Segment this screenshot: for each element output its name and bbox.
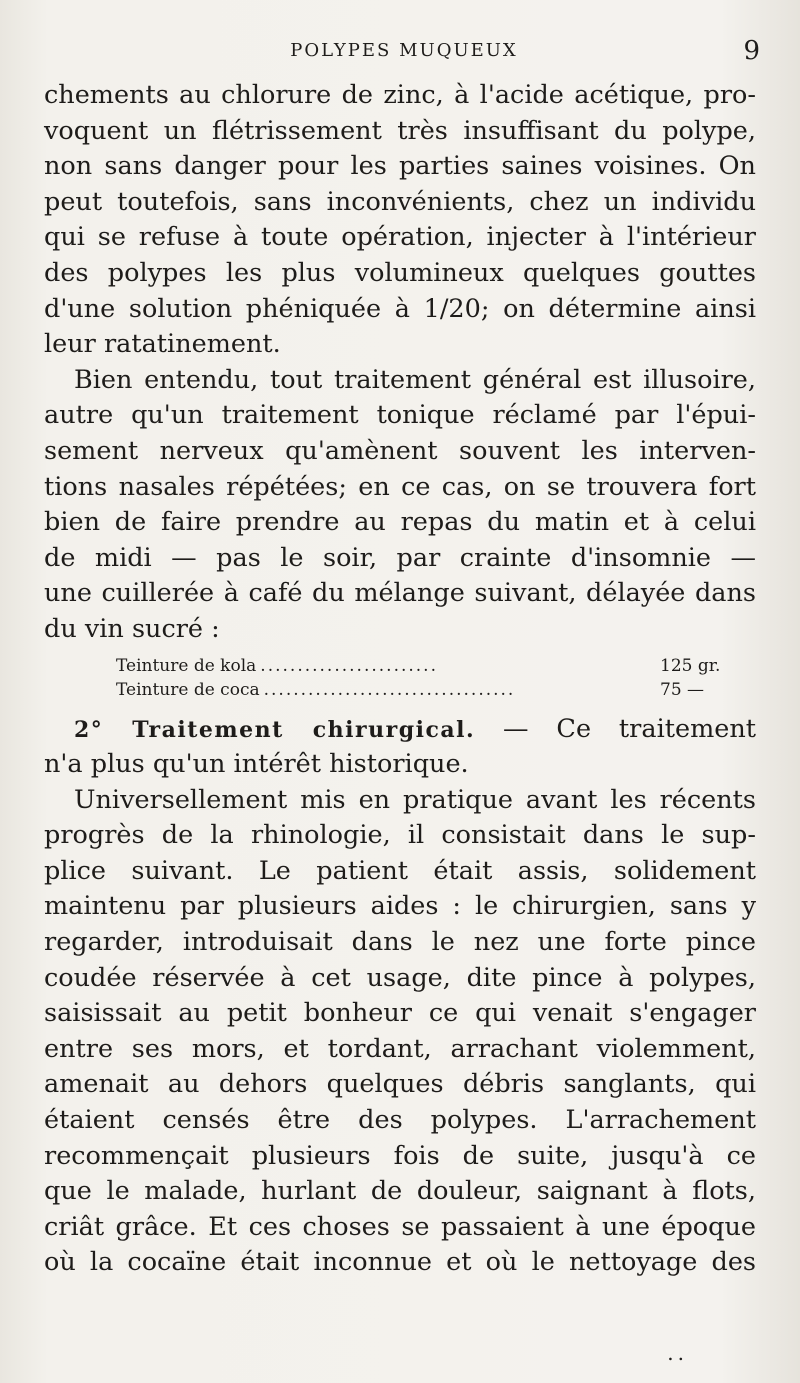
text-line: d'une solution phéniquée à 1/20; on détermine ainsi xyxy=(44,293,756,324)
text-line: une cuillerée à café du mélange suivant, délayée dans xyxy=(44,578,756,609)
text-line: du vin sucré : xyxy=(44,613,220,644)
text-line: amenait au dehors quelques débris sanglants, qui xyxy=(44,1069,756,1100)
section-heading: 2° Traitement chirurgical. xyxy=(74,716,476,743)
running-header xyxy=(48,36,760,66)
recipe-quantity: 125 gr. xyxy=(660,655,721,676)
paragraph-historical-practice xyxy=(44,783,756,1281)
paragraph-general-treatment xyxy=(44,363,756,648)
text-line: où la cocaïne était inconnue et où le nettoyage des xyxy=(44,1247,756,1278)
text-line: que le malade, hurlant de douleur, saignant à flots, xyxy=(44,1176,756,1207)
text-line: regarder, introduisait dans le nez une forte pince xyxy=(44,927,756,958)
text-line: peut toutefois, sans inconvénients, chez un individu xyxy=(44,186,756,217)
text-line: plice suivant. Le patient était assis, solidement xyxy=(44,855,756,886)
text-line: entre ses mors, et tordant, arrachant violemment, xyxy=(44,1033,756,1064)
text-line: étaient censés être des polypes. L'arrachement xyxy=(44,1105,756,1136)
text-line: maintenu par plusieurs aides : le chirurgien, sans y xyxy=(44,891,756,922)
text-line: Bien entendu, tout traitement général est illusoire, xyxy=(74,364,756,395)
text-line: de midi — pas le soir, par crainte d'insomnie — xyxy=(44,542,756,573)
text-line: non sans danger pour les parties saines voisines. On xyxy=(44,151,756,182)
section-heading-line xyxy=(44,712,756,748)
text-line: chements au chlorure de zinc, à l'acide acétique, pro- xyxy=(44,80,756,110)
leader-dots: ........................ xyxy=(260,655,438,676)
page-number: 9 xyxy=(743,36,760,66)
recipe-item xyxy=(116,654,736,678)
recipe-list xyxy=(116,654,736,702)
paragraph-zinc-treatment xyxy=(44,78,756,363)
text-line: recommençait plusieurs fois de suite, jusqu'à ce xyxy=(44,1140,756,1171)
section-heading-text: — Ce traitement xyxy=(503,713,757,744)
text-line: autre qu'un traitement tonique réclamé par l'épui- xyxy=(44,400,756,431)
recipe-item xyxy=(116,678,736,702)
leader-dots: .................................. xyxy=(263,679,516,700)
text-line: qui se refuse à toute opération, injecter à l'intérieur xyxy=(44,222,756,253)
recipe-ingredient: Teinture de coca xyxy=(116,679,260,700)
text-line: des polypes les plus volumineux quelques gouttes xyxy=(44,257,756,288)
section-surgical-treatment xyxy=(44,712,756,783)
text-line: saisissait au petit bonheur ce qui venait s'engager xyxy=(44,998,756,1029)
text-line: voquent un flétrissement très insuffisant du polype, xyxy=(44,115,756,146)
recipe-ingredient: Teinture de kola xyxy=(116,655,257,676)
text-line: leur ratatinement. xyxy=(44,329,281,360)
text-line: Universellement mis en pratique avant les récents xyxy=(74,784,756,815)
text-line: progrès de la rhinologie, il consistait dans le sup- xyxy=(44,820,756,851)
text-line: criât grâce. Et ces choses se passaient à une époque xyxy=(44,1211,756,1242)
text-line: tions nasales répétées; en ce cas, on se trouvera fort xyxy=(44,471,756,502)
text-line: coudée réservée à cet usage, dite pince à polypes, xyxy=(44,962,756,993)
signature-mark: .. xyxy=(667,1341,688,1365)
recipe-quantity: 75 — xyxy=(660,679,705,700)
running-title: POLYPES MUQUEUX xyxy=(290,40,518,61)
text-line: bien de faire prendre au repas du matin et à celui xyxy=(44,507,756,538)
text-line: sement nerveux qu'amènent souvent les interven- xyxy=(44,435,756,466)
text-line: n'a plus qu'un intérêt historique. xyxy=(44,749,469,780)
body-text xyxy=(44,78,756,1281)
